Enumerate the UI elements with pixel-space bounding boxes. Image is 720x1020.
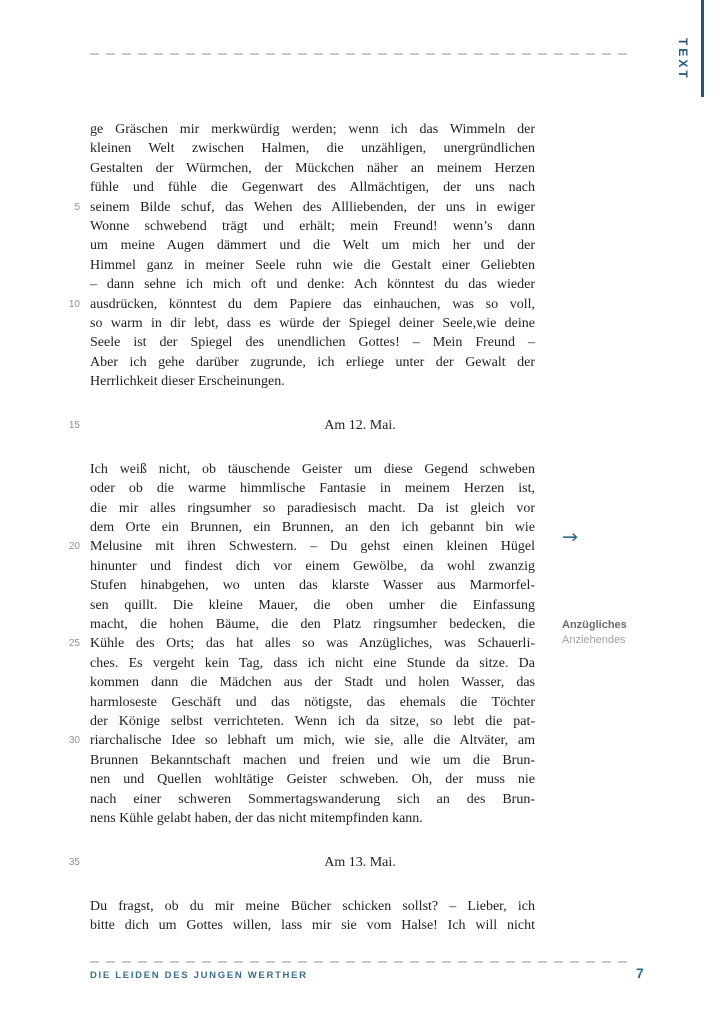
- text-line: Ich weiß nicht, ob täuschende Geister um diese Gegend schweben: [90, 461, 535, 477]
- text-line: kommen dann die Mädchen aus der Stadt und holen Wasser, das: [90, 675, 535, 691]
- text-line: nach einer schweren Sommertagswanderung sich an des Brun-: [90, 791, 535, 807]
- gloss-term: Anzügliches: [562, 619, 627, 631]
- text-line: oder ob die warme himmlische Fantasie in meinem Herzen ist,: [90, 481, 535, 497]
- text-line: Herrlichkeit dieser Erscheinungen.: [90, 374, 285, 390]
- text-line: macht, die hohen Bäume, die den Platz ringsumher bedecken, die: [90, 616, 535, 632]
- text-line: kleinen Welt zwischen Halmen, die unzähligen, unergründlichen: [90, 141, 535, 157]
- text-line: Du fragst, ob du mir meine Bücher schicken sollst? – Lieber, ich: [90, 898, 535, 914]
- text-line: bitte dich um Gottes willen, lass mir sie vom Halse! Ich will nicht: [90, 918, 535, 934]
- text-line: fühle und fühle die Gegenwart des Allmächtigen, der uns nach: [90, 180, 535, 196]
- text-line: die mir alles ringsumher so paradiesisch macht. Da ist gleich vor: [90, 500, 535, 516]
- line-number: 15: [68, 420, 80, 432]
- text-line: ge Gräschen mir merkwürdig werden; wenn ich das Wimmeln der: [90, 122, 535, 137]
- text-line: Kühle des Orts; das hat alles so was Anzügliches, was Schauerli- 25: [90, 634, 535, 653]
- text-line: ches. Es vergeht kein Tag, dass ich nicht eine Stunde da sitze. Da: [90, 655, 535, 671]
- line-number: 5: [74, 201, 80, 213]
- text-line: hinunter und findest dich vor einem Gewölbe, da wohl zwanzig: [90, 558, 535, 574]
- text-line: um meine Augen dämmert und die Welt um mich her und der: [90, 238, 535, 254]
- text-line: Stufen hinabgehen, wo unten das klarste Wasser aus Marmorfel-: [90, 578, 535, 594]
- line-number: 35: [68, 857, 80, 869]
- paragraph: [90, 897, 535, 936]
- line-number: 20: [68, 541, 80, 553]
- line-number: 30: [68, 735, 80, 747]
- text-line: harmloseste Geschäft und das nötigste, das ehemals die Töchter: [90, 694, 535, 710]
- text-column: [68, 120, 535, 935]
- paragraph: [68, 460, 535, 828]
- text-line: so warm in dir lebt, dass es würde der Spiegel deiner Seele,wie deine: [90, 315, 535, 331]
- date-heading: Am 13. Mai. 35: [90, 853, 630, 872]
- text-line: dem Orte ein Brunnen, ein Brunnen, an den ich gebannt bin wie: [90, 520, 535, 536]
- text-line: – dann sehne ich mich oft und denke: Ach könntest du das wieder: [90, 277, 535, 293]
- text-line: riarchalische Idee so lebhaft um mich, wie sie, alle die Altväter, am 30: [90, 731, 535, 750]
- line-number: 25: [68, 638, 80, 650]
- text-line: der Könige selbst verrichteten. Wenn ich da sitze, so lebt die pat-: [90, 713, 535, 729]
- text-line: Seele ist der Spiegel des unendlichen Gottes! – Mein Freund –: [90, 335, 535, 351]
- text-line: Brunnen Bekanntschaft machen und freien und wie um die Brun-: [90, 752, 535, 768]
- bottom-dashed-rule: [90, 961, 630, 963]
- text-line: Wonne schwebend trägt und erhält; mein Freund! wenn’s dann: [90, 218, 535, 234]
- margin-gloss: [562, 618, 627, 648]
- page-edge-line: [701, 0, 704, 97]
- text-line: nen und Quellen wohltätige Geister schweben. Oh, der muss nie: [90, 772, 535, 788]
- top-dashed-rule: [90, 53, 630, 55]
- gloss-definition: Anziehendes: [562, 634, 626, 646]
- footer-book-title: DIE LEIDEN DES JUNGEN WERTHER: [90, 970, 308, 981]
- text-line: Himmel ganz in meiner Seele ruhn wie die Gestalt einer Geliebten: [90, 257, 535, 273]
- text-line: Gestalten der Würmchen, der Mückchen näher an meinem Herzen: [90, 160, 535, 176]
- text-line: ausdrücken, könntest du dem Papiere das einhauchen, was so voll, 10: [90, 295, 535, 314]
- line-number: 10: [68, 298, 80, 310]
- text-line: Aber ich gehe darüber zugrunde, ich erliege unter der Gewalt der: [90, 354, 535, 370]
- page-number: 7: [636, 965, 644, 981]
- paragraph: [68, 120, 535, 391]
- page-tab-label: TEXT: [676, 38, 690, 81]
- text-line: Melusine mit ihren Schwestern. – Du gehst einen kleinen Hügel 20: [90, 537, 535, 556]
- text-line: nens Kühle gelabt haben, der das nicht mitempfinden kann.: [90, 810, 423, 826]
- text-line: seinem Bilde schuf, das Wehen des Allliebenden, der uns in ewiger 5: [90, 198, 535, 217]
- margin-arrow-icon: →: [562, 526, 578, 548]
- date-heading: Am 12. Mai. 15: [90, 416, 630, 435]
- text-line: sen quillt. Die kleine Mauer, die oben umher die Einfassung: [90, 597, 535, 613]
